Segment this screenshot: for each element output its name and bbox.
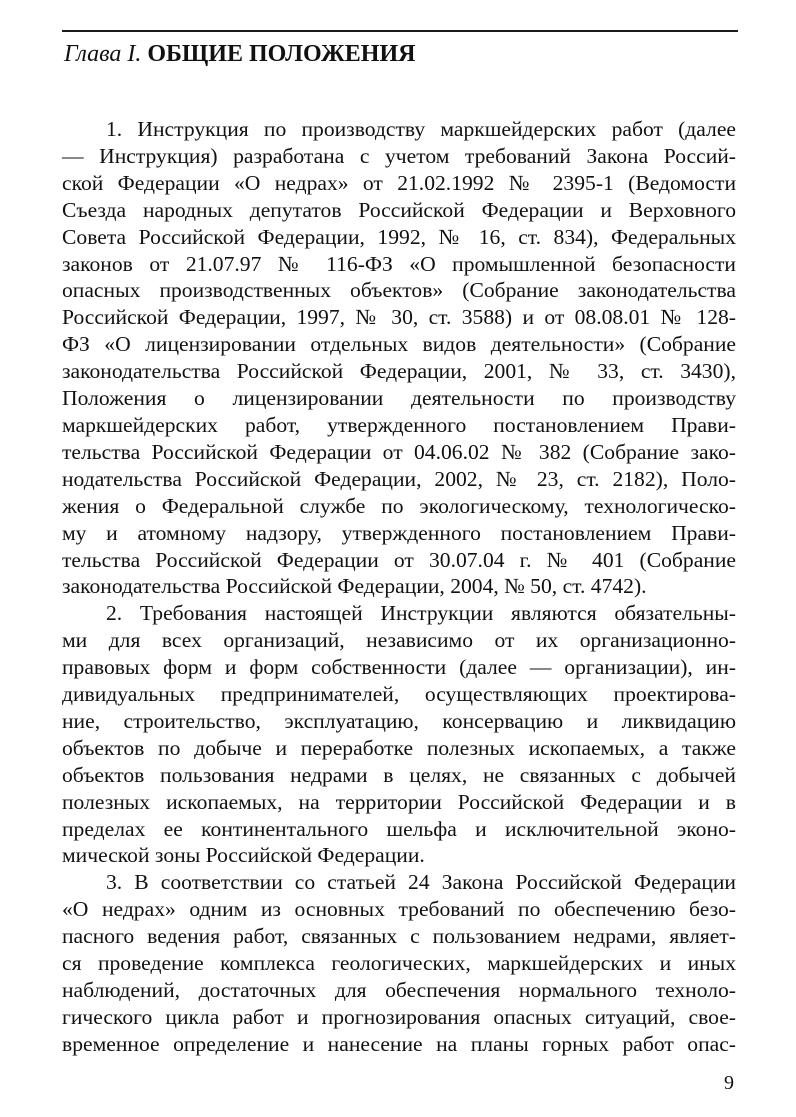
text-line: законодательства Российской Федерации, 2001, № 33, ст. 3430), <box>62 359 736 384</box>
text-line: временное определение и нанесение на планы горных работ опас- <box>62 1031 736 1056</box>
text-line: 2. Требования настоящей Инструкции являются обязательны- <box>106 601 736 626</box>
text-line: 3. В соответствии со статьей 24 Закона Российской Федерации <box>106 870 736 895</box>
text-line: объектов пользования недрами в целях, не связанных с добычей <box>62 762 736 787</box>
text-line: опасных производственных объектов» (Собрание законодательства <box>62 278 736 303</box>
text-line: законов от 21.07.97 № 116-ФЗ «О промышленной безопасности <box>62 251 736 276</box>
text-line: ФЗ «О лицензировании отдельных видов деятельности» (Собрание <box>62 332 736 357</box>
text-line: законодательства Российской Федерации, 2004, № 50, ст. 4742). <box>62 574 647 599</box>
text-line: ской Федерации «О недрах» от 21.02.1992 № 2395-1 (Ведомости <box>62 170 736 195</box>
text-line: ние, строительство, эксплуатацию, консервацию и ликвидацию <box>62 708 736 733</box>
paragraph-1 <box>62 116 736 600</box>
text-line: — Инструкция) разработана с учетом требований Закона Россий- <box>62 143 736 168</box>
text-line: пределах ее континентального шельфа и исключительной эконо- <box>62 816 736 841</box>
text-line: объектов по добыче и переработке полезных ископаемых, а также <box>62 735 736 760</box>
text-line: «О недрах» одним из основных требований по обеспечению безо- <box>62 897 736 922</box>
text-line: нодательства Российской Федерации, 2002, № 23, ст. 2182), Поло- <box>62 466 736 491</box>
text-line: тельства Российской Федерации от 30.07.04 г. № 401 (Собрание <box>62 547 736 572</box>
text-line: ся проведение комплекса геологических, маркшейдерских и иных <box>62 951 736 976</box>
text-line: правовых форм и форм собственности (далее — организации), ин- <box>62 655 736 680</box>
text-line: маркшейдерских работ, утвержденного постановлением Прави- <box>62 412 736 437</box>
paragraph-2 <box>62 600 736 869</box>
chapter-title: ОБЩИЕ ПОЛОЖЕНИЯ <box>147 41 416 67</box>
text-line: мической зоны Российской Федерации. <box>62 843 425 868</box>
text-line: наблюдений, достаточных для обеспечения нормального техноло- <box>62 978 736 1002</box>
chapter-heading <box>64 38 415 70</box>
header-rule <box>62 30 738 32</box>
text-line: Положения о лицензировании деятельности по производству <box>62 386 736 411</box>
page-number: 9 <box>724 1072 734 1094</box>
text-line: гического цикла работ и прогнозирования опасных ситуаций, свое- <box>62 1004 736 1029</box>
text-line: Совета Российской Федерации, 1992, № 16, ст. 834), Федеральных <box>62 224 736 249</box>
text-line: полезных ископаемых, на территории Российской Федерации и в <box>62 789 736 814</box>
text-line: 1. Инструкция по производству маркшейдерских работ (далее <box>106 117 736 141</box>
text-line: пасного ведения работ, связанных с пользованием недрами, являет- <box>62 924 736 949</box>
text-line: дивидуальных предпринимателей, осуществляющих проектирова- <box>62 682 736 707</box>
chapter-label: Глава I. <box>64 41 142 67</box>
text-line: му и атомному надзору, утвержденного постановлением Прави- <box>62 520 736 545</box>
paragraph-3 <box>62 869 736 1057</box>
text-line: ми для всех организаций, независимо от их организационно- <box>62 628 736 653</box>
body-text <box>62 116 736 1058</box>
text-line: Съезда народных депутатов Российской Федерации и Верховного <box>62 197 736 222</box>
text-line: тельства Российской Федерации от 04.06.02 № 382 (Собрание зако- <box>62 439 736 464</box>
text-line: Российской Федерации, 1997, № 30, ст. 3588) и от 08.08.01 № 128- <box>62 305 736 330</box>
text-line: жения о Федеральной службе по экологическому, технологическо- <box>62 493 736 518</box>
